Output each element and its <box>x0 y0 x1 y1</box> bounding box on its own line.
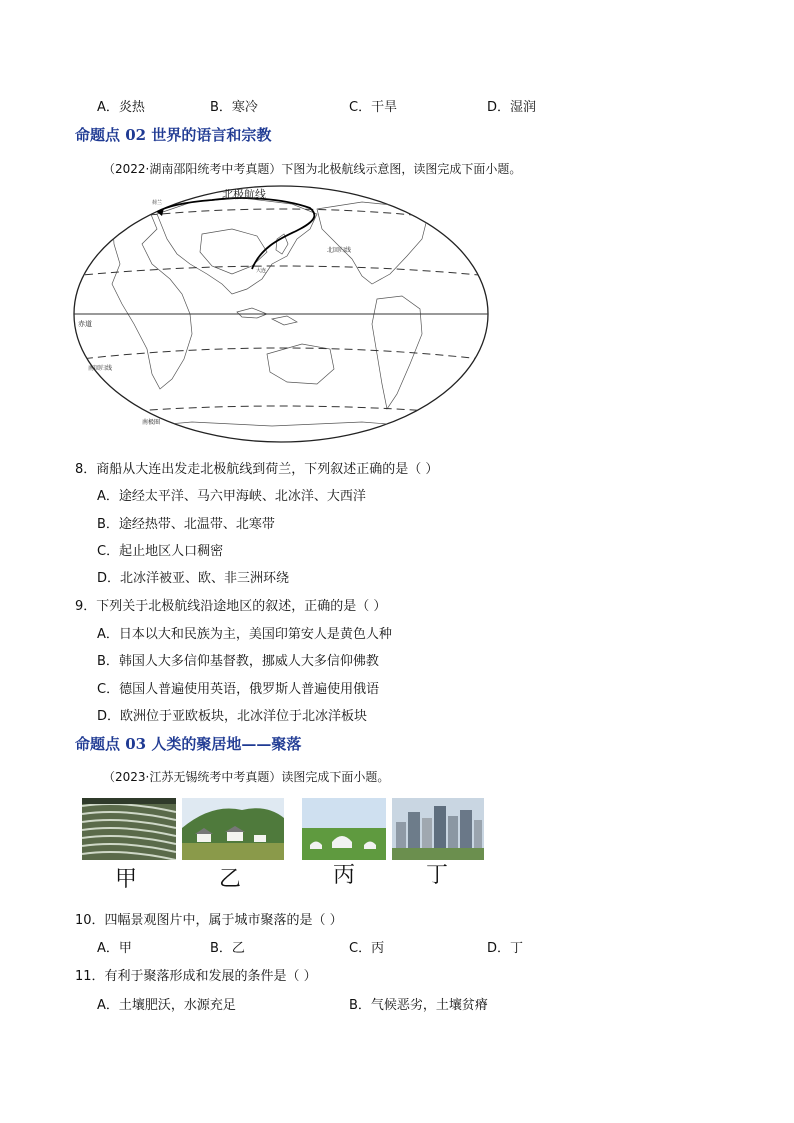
q7-option-c: C．干旱 <box>349 100 398 115</box>
q9-option-b: B．韩国人大多信仰基督教，挪威人大多信仰佛教 <box>97 654 379 669</box>
section-heading-3: 命题点 03 人类的聚居地——聚落 <box>75 735 302 753</box>
q8-option-a: A．途经太平洋、马六甲海峡、北冰洋、大西洋 <box>97 489 366 504</box>
q9-option-a: A．日本以大和民族为主，美国印第安人是黄色人种 <box>97 627 392 642</box>
photo-village <box>182 798 284 860</box>
map-title: 北极航线 <box>222 188 266 201</box>
label-tropic-capricorn: 南回归线 <box>88 365 113 372</box>
photo-label-jia: 甲 <box>115 867 138 892</box>
photo-yurts <box>302 798 386 860</box>
world-map-svg <box>72 184 490 444</box>
photo-terraces <box>82 798 176 860</box>
label-tropic-cancer: 北回归线 <box>327 247 352 254</box>
q9-stem: 9．下列关于北极航线沿途地区的叙述，正确的是（ ） <box>75 599 387 614</box>
q9-option-d: D．欧洲位于亚欧板块，北冰洋位于北冰洋板块 <box>97 709 368 724</box>
q10-stem: 10．四幅景观图片中，属于城市聚落的是（ ） <box>75 913 343 928</box>
section-intro-3: （2023·江苏无锡统考中考真题）读图完成下面小题。 <box>103 770 390 784</box>
arctic-route-map <box>72 184 490 444</box>
q11-stem: 11．有利于聚落形成和发展的条件是（ ） <box>75 969 317 984</box>
q10-option-b: B．乙 <box>210 941 245 956</box>
photo-city <box>392 798 484 860</box>
q8-option-c: C．起止地区人口稠密 <box>97 544 224 559</box>
q9-option-c: C．德国人普遍使用英语，俄罗斯人普遍使用俄语 <box>97 682 380 697</box>
q11-option-a: A．土壤肥沃，水源充足 <box>97 998 236 1013</box>
photo-label-ding: 丁 <box>426 863 449 888</box>
q8-stem: 8．商船从大连出发走北极航线到荷兰，下列叙述正确的是（ ） <box>75 462 439 477</box>
q7-option-b: B．寒冷 <box>210 100 258 115</box>
q7-option-a: A．炎热 <box>97 100 145 115</box>
photo-label-yi: 乙 <box>219 867 242 892</box>
section-heading-2: 命题点 02 世界的语言和宗教 <box>75 126 272 144</box>
q10-option-c: C．丙 <box>349 941 385 956</box>
label-netherlands: 荷兰 <box>152 200 163 206</box>
q11-option-b: B．气候恶劣，土壤贫瘠 <box>349 998 488 1013</box>
q8-option-d: D．北冰洋被亚、欧、非三洲环绕 <box>97 571 290 586</box>
section-intro-2: （2022·湖南邵阳统考中考真题）下图为北极航线示意图，读图完成下面小题。 <box>103 162 522 176</box>
q8-option-b: B．途经热带、北温带、北寒带 <box>97 517 275 532</box>
label-antarctic-circle: 南极圈 <box>142 419 161 426</box>
q7-option-d: D．湿润 <box>487 100 537 115</box>
label-dalian: 大连 <box>256 268 267 274</box>
label-equator: 赤道 <box>78 320 92 328</box>
q10-option-d: D．丁 <box>487 941 524 956</box>
q10-option-a: A．甲 <box>97 941 132 956</box>
photo-label-bing: 丙 <box>333 863 356 888</box>
